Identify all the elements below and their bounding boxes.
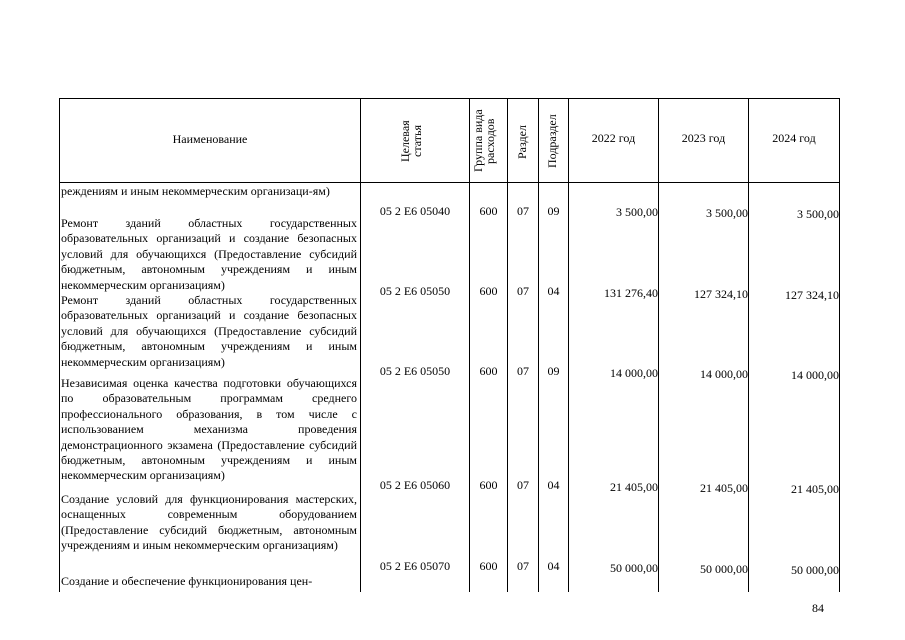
header-subsection: Подраздел — [545, 114, 559, 168]
cell-subsection: 09 — [547, 204, 560, 218]
cell-code: 05 2 E6 05060 — [379, 478, 451, 492]
header-bottom-border — [59, 182, 840, 183]
cell-code: 05 2 E6 05050 — [379, 284, 451, 298]
cell-section: 07 — [517, 478, 529, 492]
cell-2023: 14 000,00 — [700, 367, 748, 381]
cell-group: 600 — [479, 364, 498, 378]
cell-section: 07 — [517, 559, 529, 573]
col-divider — [469, 98, 470, 592]
col-divider — [839, 98, 840, 592]
cell-2024: 3 500,00 — [797, 207, 839, 221]
cell-code: 05 2 E6 05050 — [379, 364, 451, 378]
cell-subsection: 04 — [547, 478, 560, 492]
name-cell: Ремонт зданий областных государственных образовательных организаций и создание безопасных условий для обучающихся (Предоставление субсидий бюджетным, автономным учреждениям и иным некоммерческим организациям) — [61, 216, 357, 292]
header-section: Раздел — [515, 125, 529, 159]
page-number: 84 — [812, 601, 824, 615]
header-name: Наименование — [172, 132, 248, 146]
budget-table — [59, 98, 840, 592]
cell-section: 07 — [517, 204, 529, 218]
col-divider — [748, 98, 749, 592]
cell-group: 600 — [479, 478, 498, 492]
name-cell: Создание и обеспечение функционирования цен- — [61, 574, 313, 588]
cell-2024: 50 000,00 — [791, 563, 839, 577]
cell-subsection: 04 — [547, 284, 560, 298]
cell-section: 07 — [517, 284, 529, 298]
cell-2023: 3 500,00 — [706, 206, 748, 220]
cell-2022: 50 000,00 — [610, 561, 658, 575]
col-divider — [568, 98, 569, 592]
header-year-2023: 2023 год — [681, 131, 726, 145]
cell-subsection: 04 — [547, 559, 560, 573]
header-year-2022: 2022 год — [591, 131, 636, 145]
cell-2024: 21 405,00 — [791, 482, 839, 496]
header-code: Целевая статья — [398, 120, 424, 162]
cell-2022: 3 500,00 — [616, 205, 658, 219]
cell-code: 05 2 E6 05070 — [379, 559, 451, 573]
name-cell: Ремонт зданий областных государственных образовательных организаций и создание безопасных условий для обучающихся (Предоставление субсидий бюджетным, автономным учреждениям и иным некоммерческим организациям) — [61, 293, 357, 369]
cell-subsection: 09 — [547, 364, 560, 378]
cell-2024: 14 000,00 — [791, 368, 839, 382]
cell-2024: 127 324,10 — [785, 288, 839, 302]
col-divider — [658, 98, 659, 592]
cell-group: 600 — [479, 559, 498, 573]
cell-2023: 21 405,00 — [700, 481, 748, 495]
col-divider — [507, 98, 508, 592]
cell-2023: 127 324,10 — [694, 287, 748, 301]
cell-section: 07 — [517, 364, 529, 378]
col-divider — [360, 98, 361, 592]
name-cell: реждениям и иным некоммерческим организаци-ям) — [61, 184, 330, 198]
cell-code: 05 2 E6 05040 — [379, 204, 451, 218]
name-cell: Независимая оценка качества подготовки обучающихся по образовательным программам среднего профессионального образования, в том числе с использованием механизма проведения демонстрационного экзамена (Предоставление субсидий бюджетным, автономным учреждениям и иным некоммерческим организациям) — [61, 376, 357, 483]
cell-group: 600 — [479, 284, 498, 298]
cell-2023: 50 000,00 — [700, 562, 748, 576]
header-group: Группа вида расходов — [471, 109, 497, 173]
header-year-2024: 2024 год — [772, 131, 816, 145]
name-cell: Создание условий для функционирования мастерских, оснащенных современным оборудованием (Предоставление субсидий бюджетным, автономным учреждениям и иным некоммерческим организациям) — [61, 492, 357, 553]
cell-2022: 21 405,00 — [610, 480, 658, 494]
cell-2022: 131 276,40 — [604, 286, 658, 300]
cell-2022: 14 000,00 — [610, 366, 658, 380]
table-top-border — [59, 98, 840, 99]
col-divider — [538, 98, 539, 592]
cell-group: 600 — [479, 204, 498, 218]
